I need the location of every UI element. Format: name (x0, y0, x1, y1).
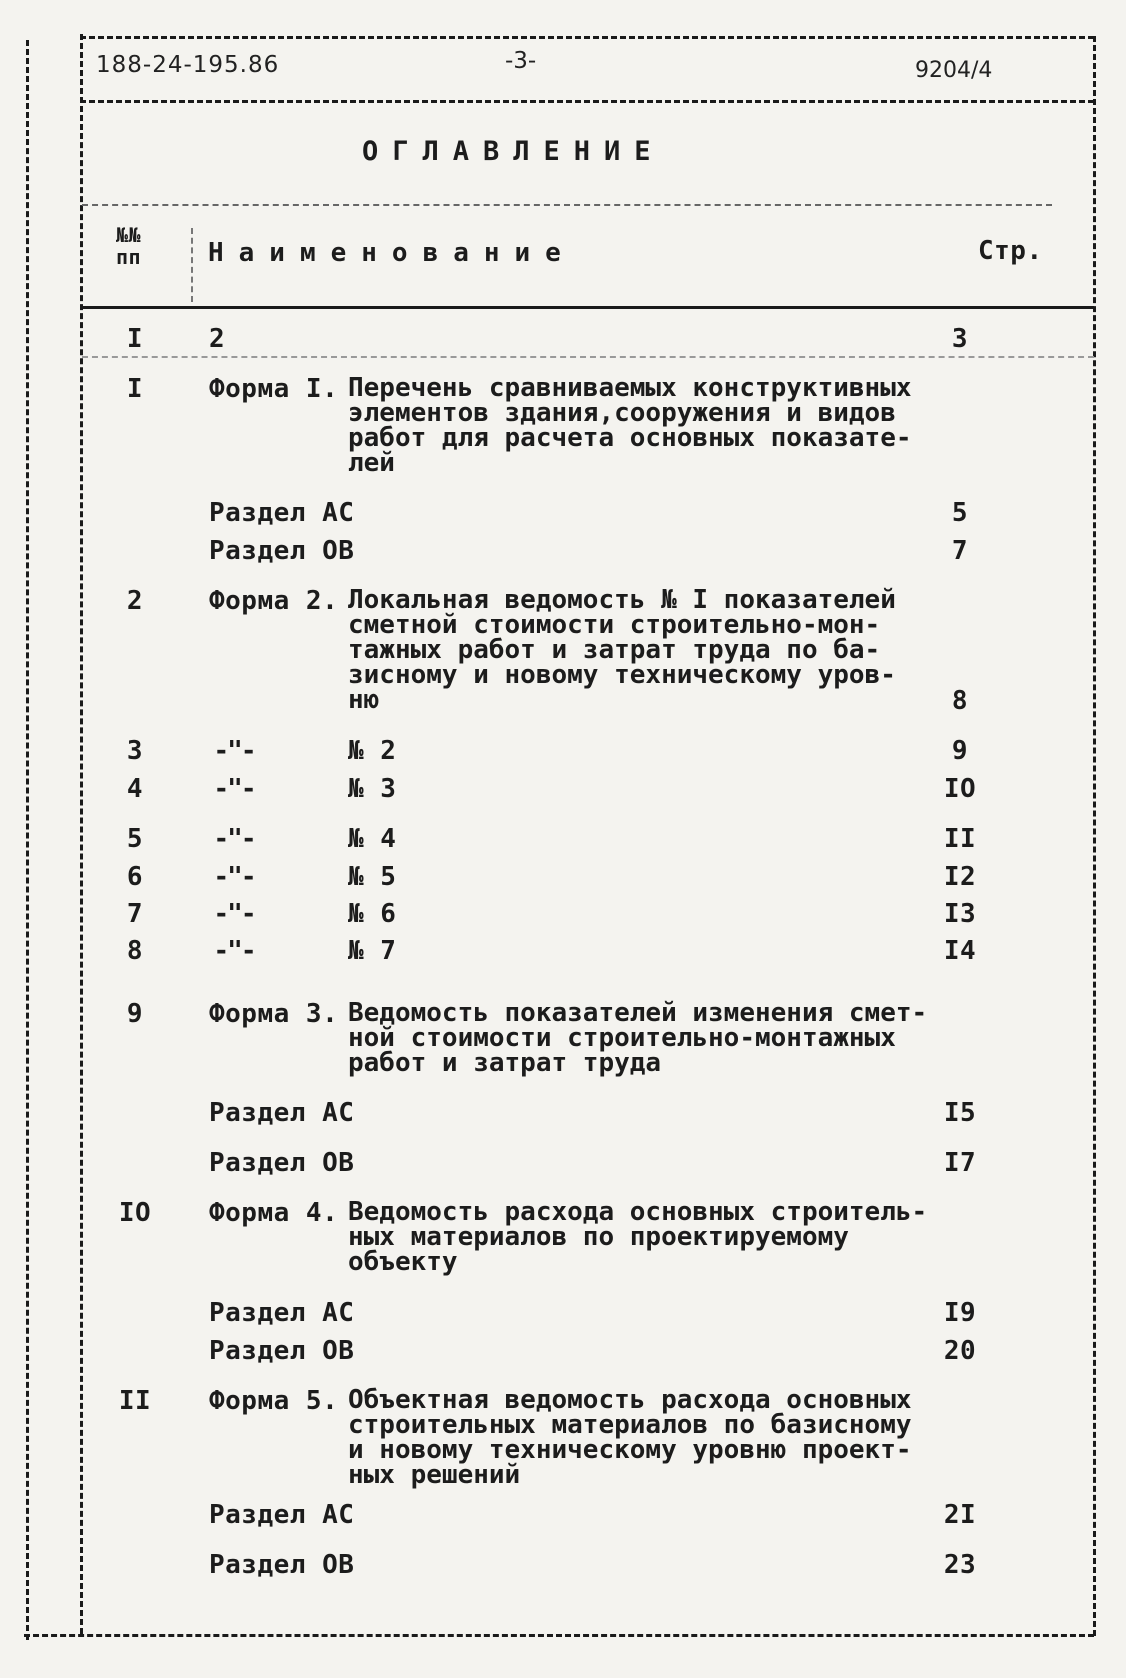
row-number: 3 (126, 736, 144, 766)
col-no-header-line2: пп (116, 245, 142, 269)
numbering-rule (82, 356, 1094, 358)
page-number: 7 (951, 536, 969, 566)
statement-number: № 3 (348, 774, 397, 804)
page-number: I7 (943, 1148, 977, 1178)
page-mark: -3- (505, 48, 537, 74)
frame-left-outer (26, 40, 29, 1640)
frame-left-inner (80, 34, 83, 1634)
page-number: 2I (943, 1500, 977, 1530)
statement-number: № 6 (348, 899, 397, 929)
row-description: Локальная ведомость № I показателей сметной стоимости строительно-мон- тажных работ и затрат труда по ба- зисному и новому техническому уров- ню (348, 585, 896, 715)
section-label: Раздел ОВ (209, 536, 355, 566)
row-number: I (126, 374, 144, 404)
form-label: Форма 3. (209, 999, 339, 1029)
ditto-mark: -"- (213, 824, 255, 854)
page-number: II (943, 824, 977, 854)
form-label: Форма 4. (209, 1198, 339, 1228)
page-number: I5 (943, 1098, 977, 1128)
statement-number: № 2 (348, 736, 397, 766)
section-label: Раздел АС (209, 1098, 355, 1128)
ditto-mark: -"- (213, 774, 255, 804)
numbering-col-2: 2 (209, 324, 226, 354)
row-number: IO (118, 1198, 152, 1228)
form-label: Форма I. (209, 374, 339, 404)
col-page-header: Стр. (978, 236, 1043, 266)
row-number: 6 (126, 862, 144, 892)
row-number: 5 (126, 824, 144, 854)
doc-code: 188-24-195.86 (96, 52, 280, 78)
inventory-number: 9204/4 (915, 58, 993, 83)
section-label: Раздел ОВ (209, 1148, 355, 1178)
row-number: II (118, 1386, 152, 1416)
row-number: 7 (126, 899, 144, 929)
row-description: Ведомость показателей изменения смет- ной стоимости строительно-монтажных работ и затрат труда (348, 998, 928, 1078)
section-label: Раздел ОВ (209, 1550, 355, 1580)
row-description: Перечень сравниваемых конструктивных элементов здания,сооружения и видов работ для расчета основных показате- лей (348, 373, 912, 478)
header-bottom-rule (82, 306, 1094, 309)
form-label: Форма 5. (209, 1386, 339, 1416)
page-number: IO (943, 774, 977, 804)
col-name-header: Наименование (208, 238, 576, 268)
page-number: 20 (943, 1336, 977, 1366)
page-number: I9 (943, 1298, 977, 1328)
col-no-header (116, 224, 141, 268)
frame-right (1093, 36, 1096, 1636)
numbering-col-3: 3 (951, 324, 969, 354)
row-description: Объектная ведомость расхода основных строительных материалов по базисному и новому техническому уровню проект- ных решений (348, 1385, 912, 1490)
page-title: ОГЛАВЛЕНИЕ (362, 136, 665, 167)
page-number: I4 (943, 936, 977, 966)
ditto-mark: -"- (213, 736, 255, 766)
page-number: 23 (943, 1550, 977, 1580)
header-top-rule (82, 204, 1052, 206)
ditto-mark: -"- (213, 899, 255, 929)
ditto-mark: -"- (213, 862, 255, 892)
row-number: 9 (126, 999, 144, 1029)
row-description: Ведомость расхода основных строитель- ных материалов по проектируемому объекту (348, 1197, 928, 1277)
col-no-header-line1: №№ (116, 223, 142, 247)
section-label: Раздел ОВ (209, 1336, 355, 1366)
page-number: 8 (951, 686, 969, 716)
form-label: Форма 2. (209, 586, 339, 616)
row-number: 4 (126, 774, 144, 804)
header-stamp-rule (80, 100, 1094, 103)
section-label: Раздел АС (209, 498, 355, 528)
ditto-mark: -"- (213, 936, 255, 966)
row-number: 2 (126, 586, 144, 616)
page-number: 9 (951, 736, 969, 766)
col-divider (191, 228, 193, 302)
numbering-col-1: I (126, 324, 144, 354)
statement-number: № 5 (348, 862, 397, 892)
statement-number: № 7 (348, 936, 397, 966)
section-label: Раздел АС (209, 1500, 355, 1530)
frame-top (80, 36, 1094, 39)
section-label: Раздел АС (209, 1298, 355, 1328)
page-number: I2 (943, 862, 977, 892)
page-number: I3 (943, 899, 977, 929)
frame-bottom (24, 1634, 1094, 1637)
row-number: 8 (126, 936, 144, 966)
page-number: 5 (951, 498, 969, 528)
statement-number: № 4 (348, 824, 397, 854)
